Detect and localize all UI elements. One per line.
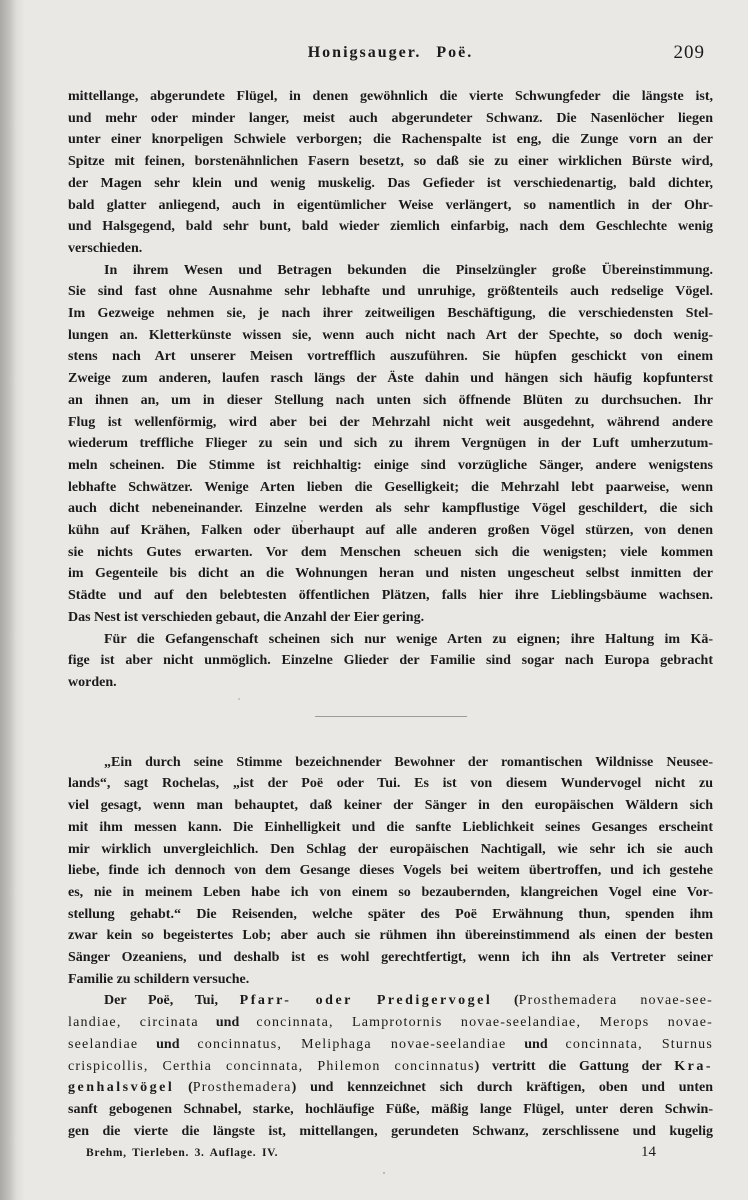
text-body: [68, 86, 713, 1142]
text-line: Sie sind fast ohne Ausnahme sehr lebhafte und unruhige, größtenteils auch redselige Vögel.: [68, 284, 713, 300]
text-line: es, nie in meinem Leben habe ich von einem so bezaubernden, klangreichen Vogel eine Vor-: [68, 884, 713, 900]
text-line: unter einer knorpeligen Schwiele verborgen; die Rachenspalte ist eng, die Zunge vorn an der: [68, 132, 713, 148]
divider-rule: [315, 716, 467, 717]
latin-name: crispicollis, Certhia concinnata, Philemon concinnatus: [68, 1058, 475, 1074]
text-line: sie nichts Gutes erwarten. Vor dem Menschen scheuen sich die wenigsten; viele kommen: [68, 544, 713, 560]
paragraph: [68, 752, 713, 991]
signature-mark: 14: [641, 1144, 656, 1160]
text-line: fige ist aber nicht unmöglich. Einzelne Glieder der Familie sind sogar nach Europa gebracht: [68, 653, 713, 669]
text-line: [68, 1077, 713, 1099]
text-line: meln scheinen. Die Stimme ist reichhaltig: einige sind vorzügliche Sänger, andere wenigstens: [68, 457, 713, 473]
text-line: und Halsgegend, bald sehr bunt, bald wieder ziemlich einfarbig, nach dem Geschlechte wenig: [68, 219, 713, 235]
text-line: Familie zu schildern versuche.: [68, 971, 250, 987]
text-run: und: [138, 1036, 198, 1052]
text-line: worden.: [68, 674, 117, 690]
text-line: lands“, sagt Rochelas, „ist der Poë oder Tui. Es ist von diesem Wundervogel nicht zu: [68, 776, 713, 792]
text-line: mir wirklich unvergleichlich. Den Schlag der europäischen Nachtigall, wie sehr ich sie auch: [68, 841, 713, 857]
text-line: zwar kein so begeistertes Lob; aber auch sie rühmen ihn übereinstimmend als einen der besten: [68, 928, 713, 944]
text-line: bald glatter anliegend, auch in eigentümlicher Weise verlängert, so namentlich in der Ohr-: [68, 197, 713, 213]
paragraph: [68, 629, 713, 694]
text-line: [68, 1012, 713, 1034]
text-line: „Ein durch seine Stimme bezeichnender Bewohner der romantischen Wildnisse Neusee-: [104, 754, 713, 770]
paper-texture-specks: [301, 520, 303, 522]
text-line: lebhafte Schwätzer. Wenige Arten lieben die Geselligkeit; die Mehrzahl lebt paarweise, wenn: [68, 479, 713, 495]
text-line: Städte und auf den belebtesten öffentlichen Plätzen, falls hier ihre Lieblingsbäume wachsen.: [68, 588, 713, 604]
text-line: gen die vierte die längste ist, mittellangen, gerundeten Schwanz, zerschlissene und kugelig: [68, 1123, 713, 1139]
page-header: [68, 44, 713, 68]
text-line: Das Nest ist verschieden gebaut, die Anzahl der Eier gering.: [68, 609, 425, 625]
latin-name: concinnatus, Meliphaga novae-seelandiae: [197, 1036, 507, 1052]
text-line: an ihnen an, um in dieser Stellung nach unten sich öffnende Blüten zu durchsuchen. Ihr: [68, 392, 713, 408]
page-footer: [86, 1144, 713, 1169]
latin-name: Prosthemadera novae-see-: [518, 993, 713, 1009]
text-line: liebe, finde ich dennoch von dem Gesange dieses Vogels bei weitem übertroffen, und ich gestehe: [68, 863, 713, 879]
text-line: Flug ist wellenförmig, wird aber bei der Mehrzahl nicht weit ausgedehnt, während andere: [68, 414, 713, 430]
text-line: stellung gehabt.“ Die Reisenden, welche später des Poë Erwähnung thun, spenden ihm: [68, 906, 713, 922]
latin-name: Prosthemadera: [192, 1080, 292, 1096]
text-line: lungen an. Kletterkünste wissen sie, wenn auch nicht nach Art der Spechte, so doch wenig-: [68, 327, 713, 343]
paragraph: [68, 260, 713, 629]
text-line: viel gesagt, wenn man behauptet, daß keiner der Sänger in den europäischen Wäldern sich: [68, 798, 713, 814]
text-line: [68, 1034, 713, 1056]
latin-name: concinnata, Lamprotornis novae-seelandiae, Merops novae-: [256, 1015, 713, 1031]
text-line: Spitze mit feinen, borstenähnlichen Fasern besetzt, so daß sie zu einer wirklichen Bürste wird,: [68, 154, 713, 170]
spaced-emphasis-text: Kra-: [674, 1058, 713, 1074]
text-run: und: [506, 1036, 566, 1052]
text-line: im Gegenteile bis dicht an die Wohnungen heran und nisten ungescheut selbst inmitten der: [68, 566, 713, 582]
text-run: Der Poë, Tui,: [104, 993, 240, 1009]
text-line: der Magen sehr klein und wenig muskelig. Das Gefieder ist verschiedenartig, bald dichter,: [68, 175, 713, 191]
text-line: und mehr oder minder langer, meist auch abgerundeter Schwanz. Die Nasenlöcher liegen: [68, 110, 713, 126]
latin-name: seelandiae: [68, 1036, 139, 1052]
text-line: kühn auf Krähen, Falken oder überhaupt auf alle anderen großen Vögel stürzen, von denen: [68, 523, 713, 539]
spaced-emphasis-text: genhalsvögel: [68, 1080, 175, 1096]
text-line: Sänger Ozeaniens, und deshalb ist es wohl gerechtfertigt, wenn ich ihn als Vertreter seiner: [68, 950, 713, 966]
text-line: In ihrem Wesen und Betragen bekunden die Pinselzüngler große Übereinstimmung.: [104, 262, 713, 278]
text-line: wiederum treffliche Flieger zu sein und sich zu ihrem Vergnügen in der Luft umherzutum-: [68, 436, 713, 452]
printer-imprint: Brehm, Tierleben. 3. Auflage. IV.: [86, 1147, 279, 1159]
text-run: ) und kennzeichnet sich durch kräftigen, oben und unten: [291, 1080, 713, 1096]
text-line: Für die Gefangenschaft scheinen sich nur wenige Arten zu eignen; ihre Haltung im Kä-: [104, 631, 713, 647]
text-line: sanft gebogenen Schnabel, starke, hochläufige Füße, mäßig lange Flügel, unter deren Schwin-: [68, 1101, 713, 1117]
text-line: [68, 990, 713, 1012]
text-line: verschieden.: [68, 240, 143, 256]
spaced-emphasis-text: Pfarr- oder Predigervogel: [239, 993, 493, 1009]
text-line: auch dicht nebeneinander. Einzelne werden als sehr kampflustige Vögel geschildert, die sich: [68, 501, 713, 517]
paragraph: [68, 990, 713, 1142]
text-line: mittellange, abgerundete Flügel, in denen gewöhnlich die vierte Schwungfeder die längste ist,: [68, 89, 713, 104]
section-divider: [68, 694, 713, 752]
running-title: Honigsauger. Poë.: [307, 44, 474, 61]
text-run: ) vertritt die Gattung der: [474, 1058, 675, 1074]
text-line: stens nach Art unserer Meisen vortrefflich auszuführen. Sie hüpfen geschickt von einem: [68, 349, 713, 365]
text-line: [68, 1056, 713, 1078]
latin-name: concinnata, Sturnus: [565, 1036, 714, 1052]
text-line: Zweige zum anderen, laufen rasch längs der Äste dahin und hängen sich häufig kopfunterst: [68, 371, 713, 387]
text-run: (: [174, 1080, 193, 1096]
text-line: Im Gezweige nehmen sie, je nach ihrer zeitweiligen Beschäftigung, die verschiedensten Stel-: [68, 306, 713, 322]
text-run: und: [198, 1015, 257, 1031]
text-run: (: [492, 993, 519, 1009]
text-line: mit ihm messen kann. Die Einhelligkeit und die sanfte Lieblichkeit seines Gesanges erscheint: [68, 819, 713, 835]
paragraph: [68, 86, 713, 260]
latin-name: landiae, circinata: [68, 1015, 199, 1031]
page-number: 209: [673, 42, 705, 63]
